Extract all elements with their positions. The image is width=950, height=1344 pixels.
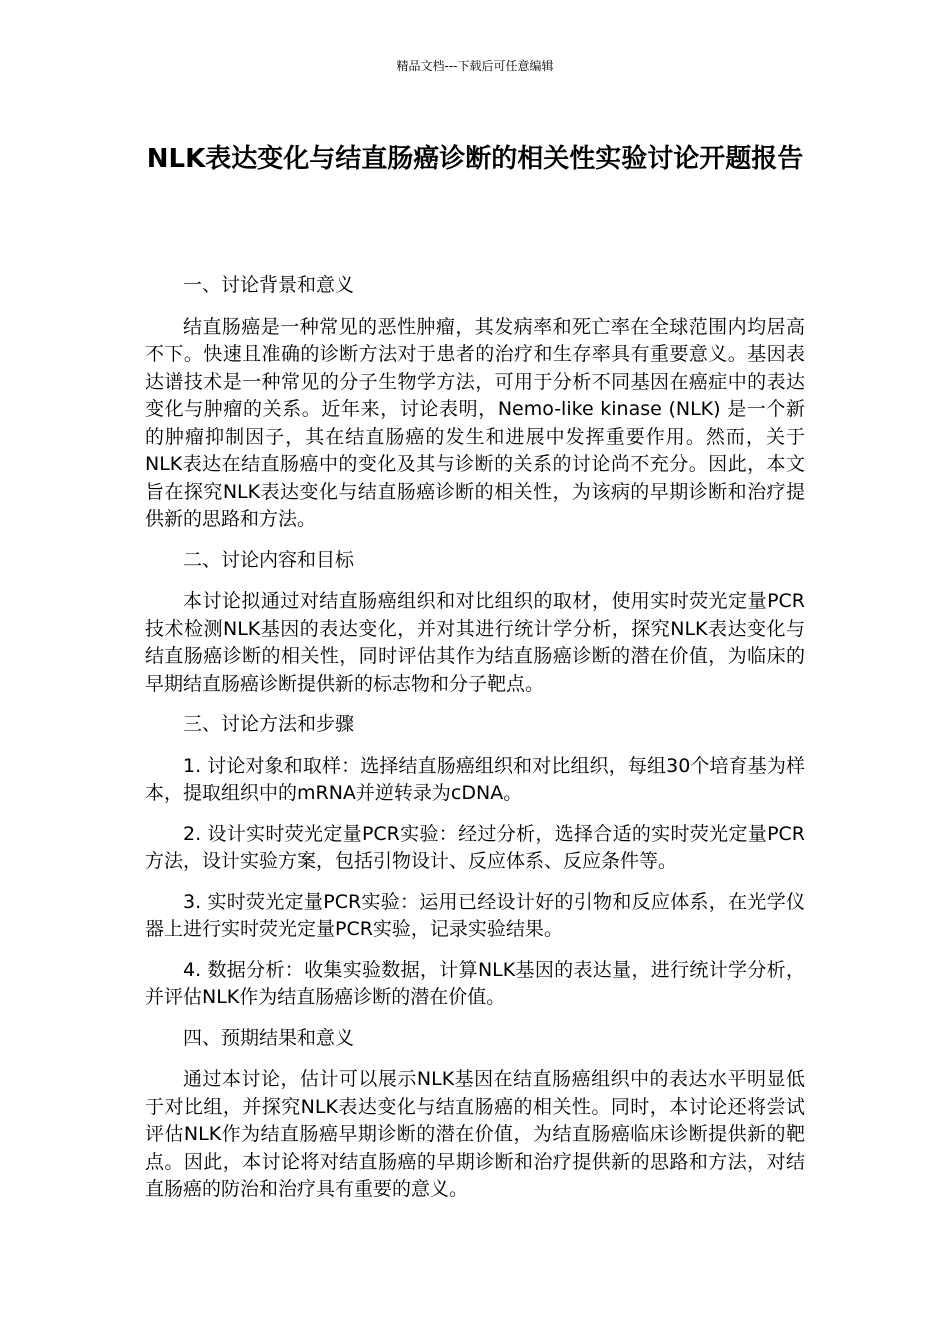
- section-heading-content-goals: 二、讨论内容和目标: [183, 548, 355, 571]
- paragraph-method-step-1: 1. 讨论对象和取样：选择结直肠癌组织和对比组织，每组30个培育基为样本，提取组织中的mRNA并逆转录为cDNA。: [145, 754, 805, 804]
- paragraph-method-step-3: 3. 实时荧光定量PCR实验：运用已经设计好的引物和反应体系，在光学仪器上进行实时荧光定量PCR实验，记录实验结果。: [145, 890, 805, 940]
- section-heading-methods: 三、讨论方法和步骤: [183, 713, 355, 735]
- section-heading-expected-results: 四、预期结果和意义: [183, 1026, 355, 1049]
- paragraph-content-goals: 本讨论拟通过对结直肠癌组织和对比组织的取材，使用实时荧光定量PCR技术检测NLK基因的表达变化，并对其进行统计学分析，探究NLK表达变化与结直肠癌诊断的相关性，同时评估其作为结直肠癌诊断的潜在价值，为临床的早期结直肠癌诊断提供新的标志物和分子靶点。: [145, 590, 805, 695]
- paragraph-background: 结直肠癌是一种常见的恶性肿瘤，其发病率和死亡率在全球范围内均居高不下。快速且准确的诊断方法对于患者的治疗和生存率具有重要意义。基因表达谱技术是一种常见的分子生物学方法，可用于分析不同基因在癌症中的表达变化与肿瘤的关系。近年来，讨论表明，Nemo-like kinase (NLK) 是一个新的肿瘤抑制因子，其在结直肠癌的发生和进展中发挥重要作用。然而，关于NLK表达在结直肠癌中的变化及其与诊断的关系的讨论尚不充分。因此，本文旨在探究NLK表达变化与结直肠癌诊断的相关性，为该病的早期诊断和治疗提供新的思路和方法。: [145, 315, 805, 530]
- paragraph-expected-results: 通过本讨论，估计可以展示NLK基因在结直肠癌组织中的表达水平明显低于对比组，并探究NLK表达变化与结直肠癌的相关性。同时，本讨论还将尝试评估NLK作为结直肠癌早期诊断的潜在价值，为结直肠癌临床诊断提供新的靶点。因此，本讨论将对结直肠癌的早期诊断和治疗提供新的思路和方法，对结直肠癌的防治和治疗具有重要的意义。: [145, 1068, 805, 1200]
- document-title: NLK表达变化与结直肠癌诊断的相关性实验讨论开题报告: [146, 144, 804, 174]
- page-header-note: 精品文档---下载后可任意编辑: [396, 59, 554, 73]
- paragraph-method-step-4: 4. 数据分析：收集实验数据，计算NLK基因的表达量，进行统计学分析，并评估NLK作为结直肠癌诊断的潜在价值。: [145, 958, 805, 1008]
- document-body: [145, 272, 805, 1217]
- section-heading-background: 一、讨论背景和意义: [183, 274, 355, 296]
- paragraph-method-step-2: 2. 设计实时荧光定量PCR实验：经过分析，选择合适的实时荧光定量PCR方法，设计实验方案，包括引物设计、反应体系、反应条件等。: [145, 822, 805, 872]
